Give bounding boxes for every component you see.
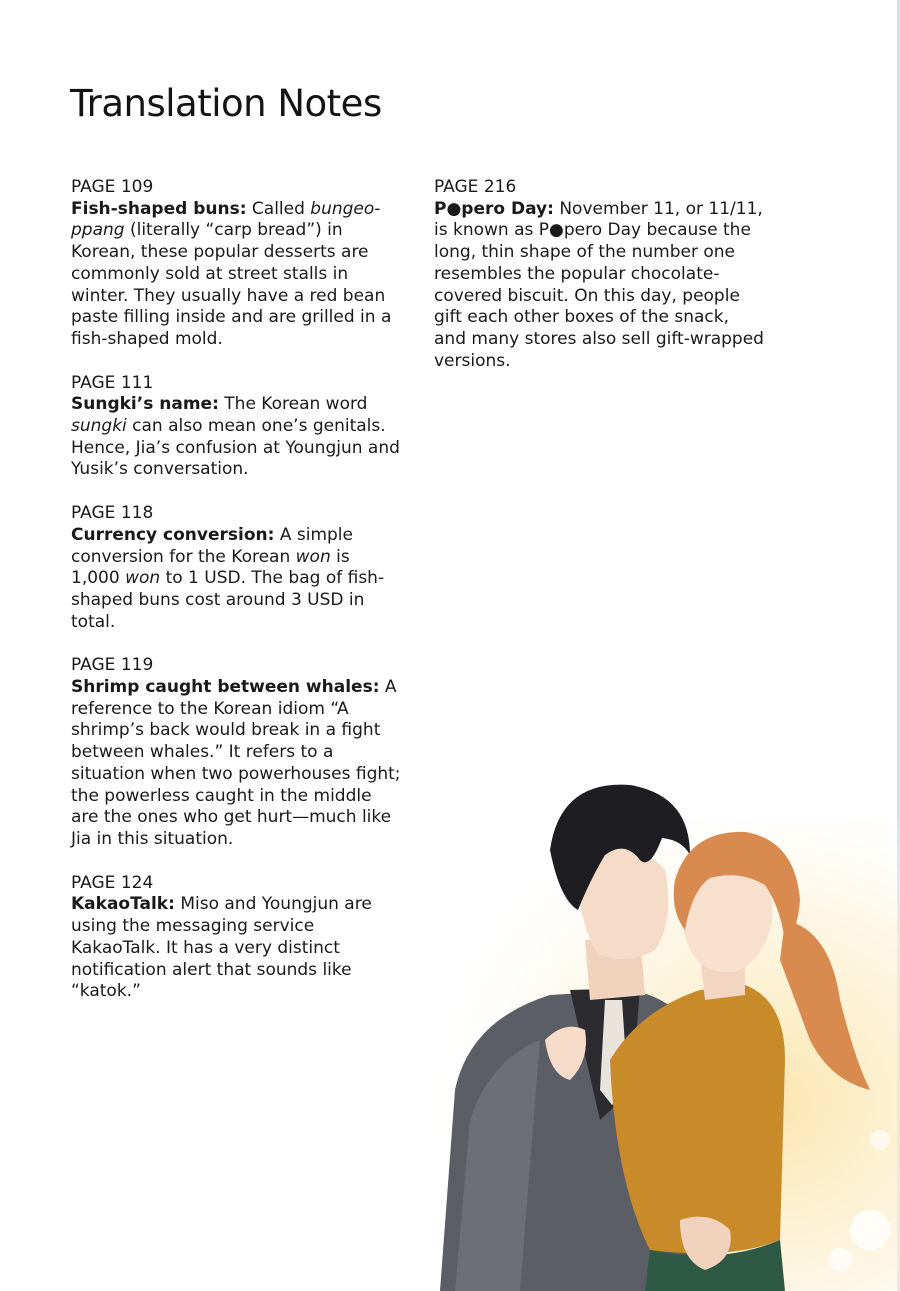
note-heading: Shrimp caught between whales:	[71, 677, 380, 698]
bokeh-light	[828, 1248, 852, 1272]
note-heading: KakaoTalk:	[71, 894, 175, 915]
note-page-ref: PAGE 109	[71, 177, 154, 197]
note-page-ref: PAGE 111	[71, 372, 154, 393]
translation-note	[71, 373, 401, 482]
translation-note	[434, 177, 764, 372]
notes-column-left	[71, 177, 401, 1025]
couple-illustration	[400, 760, 900, 1291]
bokeh-light	[870, 1130, 890, 1150]
note-page-ref: PAGE 124	[71, 872, 154, 893]
note-body-text: (literally “carp bread”) in Korean, these popular desserts are commonly sold at street stalls in winter. They usually have a red bean paste filling inside and are grilled in a fish-shaped mold.	[71, 220, 392, 349]
note-body-text: is 1,000	[71, 546, 350, 589]
translation-note	[71, 177, 401, 351]
note-body-text: The Korean word	[218, 394, 368, 415]
translation-note	[71, 873, 401, 1003]
note-italic-term: won	[125, 568, 161, 589]
note-heading: Fish-shaped buns:	[71, 198, 247, 219]
note-heading: Sungki’s name:	[71, 394, 219, 415]
note-body-text: A simple conversion for the Korean	[71, 524, 353, 567]
notes-column-right	[434, 177, 764, 394]
note-body-text: to 1 USD. The bag of fish-shaped buns cost around 3 USD in total.	[71, 568, 385, 632]
page-title: Translation Notes	[70, 82, 382, 125]
note-heading: P●pero Day:	[434, 198, 554, 219]
note-italic-term: bungeo-ppang	[71, 198, 381, 241]
note-page-ref: PAGE 119	[71, 655, 154, 676]
note-italic-term: sungki	[71, 416, 127, 437]
note-italic-term: won	[295, 546, 331, 567]
note-body-text: can also mean one’s genitals. Hence, Jia’s confusion at Youngjun and Yusik’s conversation.	[71, 416, 400, 480]
note-body-text: November 11, or 11/11, is known as P●pero Day because the long, thin shape of the number one resembles the popular chocolate-covered biscuit. On this day, people gift each other boxes of the snack, and many stores also sell gift-wrapped versions.	[434, 198, 764, 371]
translation-note	[71, 503, 401, 633]
note-body-text: Miso and Youngjun are using the messaging service KakaoTalk. It has a very distinct notification alert that sounds like “katok.”	[71, 894, 372, 1002]
note-body-text: Called	[246, 198, 311, 219]
bokeh-light	[850, 1210, 890, 1250]
note-page-ref: PAGE 118	[71, 503, 154, 524]
translation-note	[71, 655, 401, 850]
note-heading: Currency conversion:	[71, 524, 275, 545]
note-body-text: A reference to the Korean idiom “A shrimp’s back would break in a fight between whales.” It refers to a situation when two powerhouses fight; the powerless caught in the middle are the ones who get hurt—much like Jia in this situation.	[71, 677, 401, 849]
note-page-ref: PAGE 216	[434, 177, 517, 197]
